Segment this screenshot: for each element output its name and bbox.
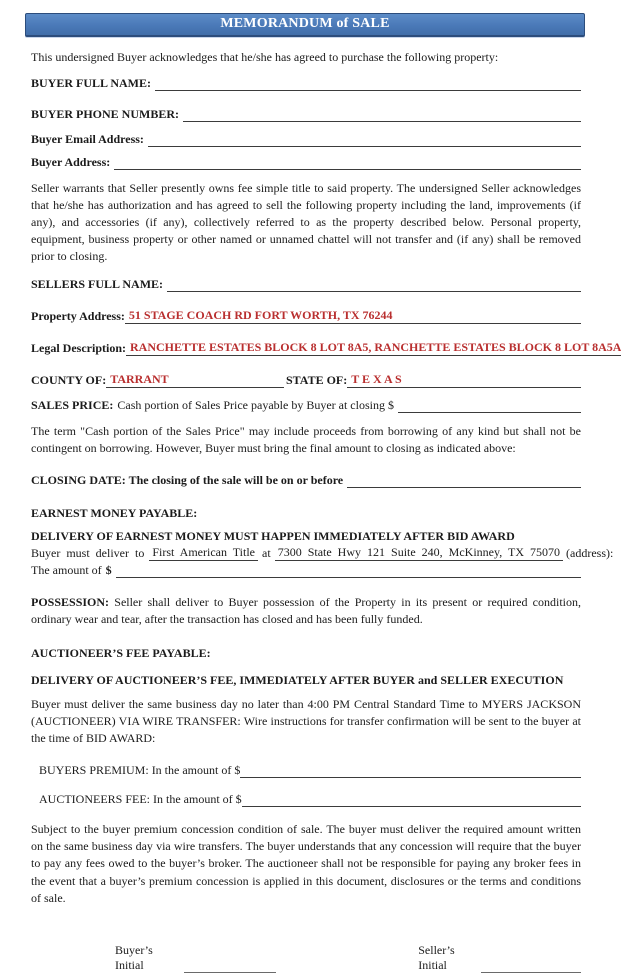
- buyer-full-name-row: [31, 76, 581, 91]
- sellers-initial-blank[interactable]: [481, 960, 581, 973]
- buyer-email-blank[interactable]: [148, 134, 581, 147]
- buyer-email-label: Buyer Email Address:: [31, 132, 144, 147]
- buyer-email-row: [31, 132, 581, 147]
- memorandum-of-sale-page: [0, 13, 621, 972]
- auctioneers-fee-blank[interactable]: [242, 795, 581, 808]
- sales-price-blank[interactable]: [398, 401, 581, 414]
- earnest-payee-value[interactable]: First American Title: [149, 545, 258, 561]
- property-address-row: [31, 308, 581, 324]
- sellers-initial-label: Seller’s Initial: [418, 942, 455, 972]
- earnest-address-suffix: (address):: [566, 546, 614, 561]
- property-address-label: Property Address:: [31, 309, 125, 324]
- sales-price-text: Cash portion of Sales Price payable by Buyer at closing $: [117, 398, 394, 413]
- auctioneer-fee-heading: AUCTIONEER’S FEE PAYABLE:: [31, 646, 211, 661]
- earnest-amount-blank[interactable]: [116, 566, 581, 579]
- county-state-row: [31, 372, 581, 388]
- initials-row: [31, 943, 581, 973]
- earnest-delivery-note: DELIVERY OF EARNEST MONEY MUST HAPPEN IMMEDIATELY AFTER BID AWARD: [31, 529, 515, 544]
- document-title-bar: [25, 13, 585, 37]
- concession-paragraph: Subject to the buyer premium concession condition of sale. The buyer must deliver the required amount written on the same business day via wire transfers. The buyer understands that any concession will require that the buyer to pay any fees owed to the buyer’s broker. The auctioneer shall not be responsible for paying any broker fees in the event that a buyer’s premium concession is applied in this document, disclosures or the terms and conditions of sale.: [31, 822, 581, 905]
- legal-description-row: [31, 340, 621, 356]
- buyers-initial-label: Buyer’s Initial: [115, 942, 153, 972]
- buyer-full-name-label: BUYER FULL NAME:: [31, 76, 152, 91]
- earnest-money-heading: EARNEST MONEY PAYABLE:: [31, 506, 198, 521]
- legal-description-blank[interactable]: [126, 340, 621, 356]
- possession-text: Seller shall deliver to Buyer possession of the Property in its present or required condition, ordinary wear and tear, after the transaction has closed and has been fully funded.: [31, 595, 581, 627]
- county-of-label: COUNTY OF:: [31, 373, 107, 388]
- page-title: MEMORANDUM of SALE: [220, 16, 390, 31]
- wire-transfer-paragraph: Buyer must deliver the same business day no later than 4:00 PM Central Standard Time to MYERS JACKSON (AUCTIONEER) VIA WIRE TRANSFER: Wire instructions for transfer confirmation will be sent to the buyer at the time of BID AWARD:: [31, 697, 581, 746]
- cash-portion-note: The term "Cash portion of the Sales Price" may include proceeds from borrowing of any kind but shall not be contingent on borrowing. However, Buyer must bring the final amount to closing as indicated above:: [31, 424, 581, 456]
- buyers-premium-blank[interactable]: [240, 766, 581, 779]
- buyer-address-blank[interactable]: [114, 157, 581, 170]
- buyer-full-name-blank[interactable]: [155, 78, 581, 91]
- possession-label: POSSESSION:: [31, 595, 110, 610]
- sellers-full-name-blank[interactable]: [167, 280, 581, 293]
- buyers-initial-blank[interactable]: [184, 960, 276, 973]
- earnest-payee-address-value[interactable]: 7300 State Hwy 121 Suite 240, McKinney, TX 75070: [275, 545, 563, 561]
- property-address-blank[interactable]: [125, 308, 581, 324]
- property-address-value: 51 STAGE COACH RD FORT WORTH, TX 76244: [128, 308, 393, 323]
- closing-date-row: [31, 473, 581, 488]
- county-value: TARRANT: [110, 372, 169, 387]
- county-blank[interactable]: [106, 372, 284, 388]
- sales-price-label: SALES PRICE:: [31, 398, 114, 413]
- earnest-at-word: at: [262, 546, 271, 561]
- sales-price-row: [31, 398, 581, 413]
- buyer-phone-label: BUYER PHONE NUMBER:: [31, 107, 180, 122]
- intro-text: This undersigned Buyer acknowledges that he/she has agreed to purchase the following property:: [31, 50, 499, 64]
- auctioneers-fee-label: AUCTIONEERS FEE: In the amount of $: [39, 792, 242, 807]
- earnest-deliver-row: [31, 545, 614, 561]
- earnest-amount-row: [31, 563, 581, 578]
- buyer-phone-blank[interactable]: [183, 109, 581, 122]
- earnest-dollar-sign: $: [105, 563, 112, 578]
- auctioneers-fee-row: [31, 792, 581, 807]
- closing-date-label: CLOSING DATE: The closing of the sale will be on or before: [31, 473, 344, 488]
- buyer-address-row: [31, 155, 581, 170]
- buyer-address-label: Buyer Address:: [31, 155, 111, 170]
- buyers-premium-row: [31, 763, 581, 778]
- auctioneer-delivery-note: DELIVERY OF AUCTIONEER’S FEE, IMMEDIATELY AFTER BUYER and SELLER EXECUTION: [31, 673, 564, 688]
- legal-description-value: RANCHETTE ESTATES BLOCK 8 LOT 8A5, RANCHETTE ESTATES BLOCK 8 LOT 8A5A: [130, 340, 621, 355]
- sellers-full-name-row: [31, 277, 581, 292]
- legal-description-label: Legal Description:: [31, 341, 126, 356]
- earnest-deliver-prefix: Buyer must deliver to: [31, 546, 145, 561]
- closing-date-blank[interactable]: [347, 476, 581, 489]
- earnest-amount-label: The amount of: [31, 563, 102, 578]
- sellers-full-name-label: SELLERS FULL NAME:: [31, 277, 164, 292]
- buyers-premium-label: BUYERS PREMIUM: In the amount of $: [39, 763, 241, 778]
- possession-paragraph: [31, 594, 581, 628]
- state-of-label: STATE OF:: [286, 373, 348, 388]
- seller-warranty-paragraph: Seller warrants that Seller presently owns fee simple title to said property. The undersigned Seller acknowledges that he/she has authorization and has agreed to sell the following property including the land, improvements (if any), and accessories (if any), collectively referred to as the property described below. Personal property, equipment, business property or other named or unnamed chattel will not transfer and (if any) shall be removed prior to closing.: [31, 181, 581, 264]
- buyer-phone-row: [31, 107, 581, 122]
- state-blank[interactable]: [347, 372, 581, 388]
- state-value: T E X A S: [351, 372, 402, 387]
